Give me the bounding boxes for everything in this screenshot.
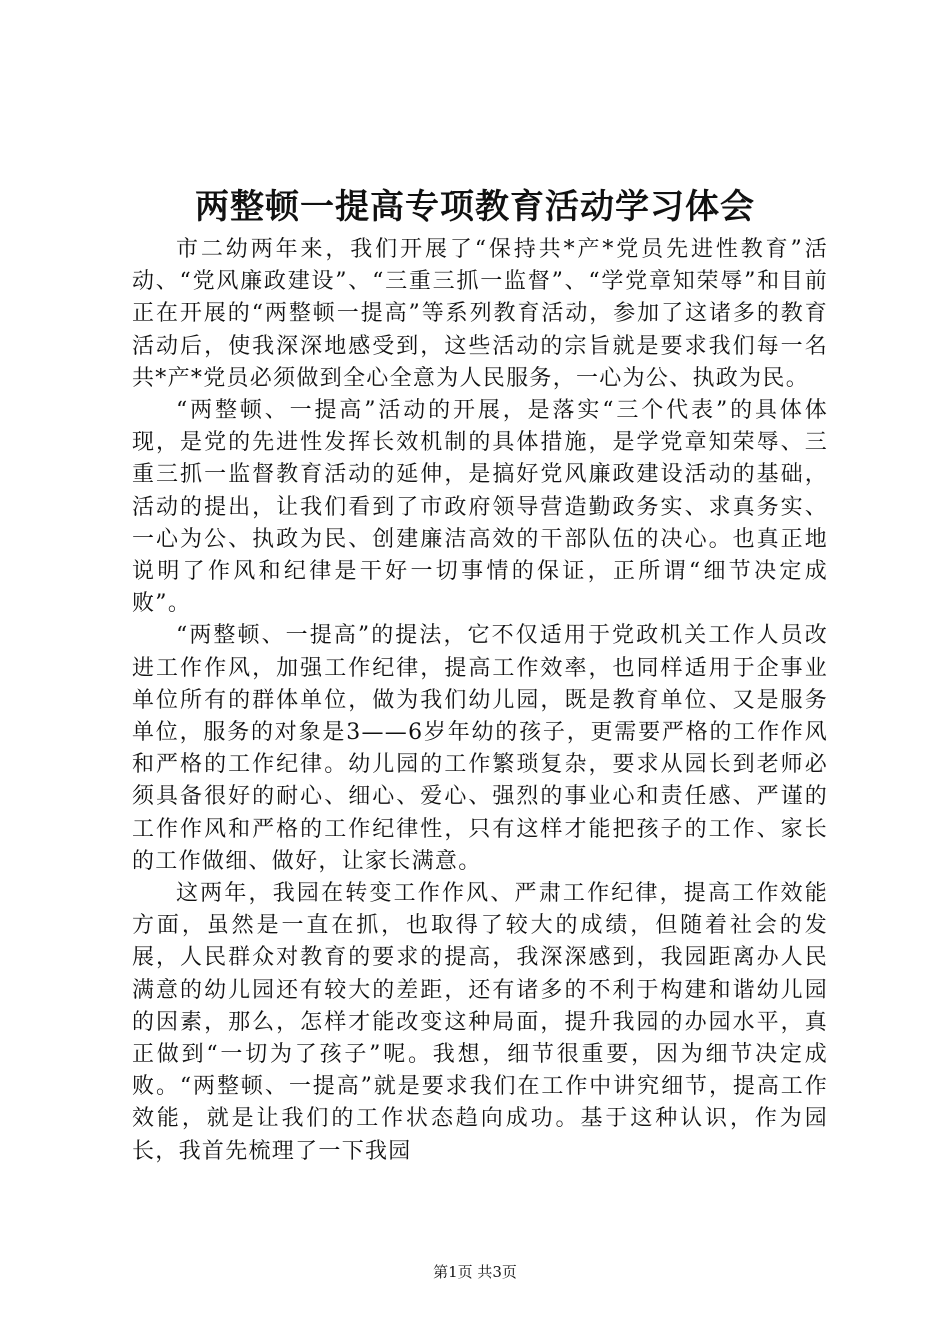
paragraph-2: “两整顿、一提高”活动的开展，是落实“三个代表”的具体体现，是党的先进性发挥长效机制的具体措施，是学党章知荣辱、三重三抓一监督教育活动的延伸，是搞好党风廉政建设活动的基础，活动的提出，让我们看到了市政府领导营造勤政务实、求真务实、一心为公、执政为民、创建廉洁高效的干部队伍的决心。也真正地说明了作风和纪律是干好一切事情的保证，正所谓“细节决定成败”。 [132, 398, 828, 617]
paragraph-1: 市二幼两年来，我们开展了“保持共*产*党员先进性教育”活动、“党风廉政建设”、“三重三抓一监督”、“学党章知荣辱”和目前正在开展的“两整顿一提高”等系列教育活动，参加了这诸多的教育活动后，使我深深地感受到，这些活动的宗旨就是要求我们每一名共*产*党员必须做到全心全意为人民服务，一心为公、执政为民。 [132, 237, 828, 391]
paragraph-4: 这两年，我园在转变工作作风、严肃工作纪律，提高工作效能方面，虽然是一直在抓，也取得了较大的成绩，但随着社会的发展，人民群众对教育的要求的提高，我深深感到，我园距离办人民满意的幼儿园还有较大的差距，还有诸多的不利于构建和谐幼儿园的因素，那么，怎样才能改变这种局面，提升我园的办园水平，真正做到“一切为了孩子”呢。我想，细节很重要，因为细节决定成败。“两整顿、一提高”就是要求我们在工作中讲究细节，提高工作效能，就是让我们的工作状态趋向成功。基于这种认识，作为园长，我首先梳理了一下我园 [132, 881, 828, 1164]
page-number-footer: 第1页 共3页 [433, 1263, 517, 1281]
document-title: 两整顿一提高专项教育活动学习体会 [195, 187, 755, 227]
paragraph-3: “两整顿、一提高”的提法，它不仅适用于党政机关工作人员改进工作作风，加强工作纪律，提高工作效率，也同样适用于企事业单位所有的群体单位，做为我们幼儿园，既是教育单位、又是服务单位，服务的对象是3——6岁年幼的孩子，更需要严格的工作作风和严格的工作纪律。幼儿园的工作繁琐复杂，要求从园长到老师必须具备很好的耐心、细心、爱心、强烈的事业心和责任感、严谨的工作作风和严格的工作纪律性，只有这样才能把孩子的工作、家长的工作做细、做好，让家长满意。 [132, 623, 828, 874]
document-body [132, 234, 828, 1168]
